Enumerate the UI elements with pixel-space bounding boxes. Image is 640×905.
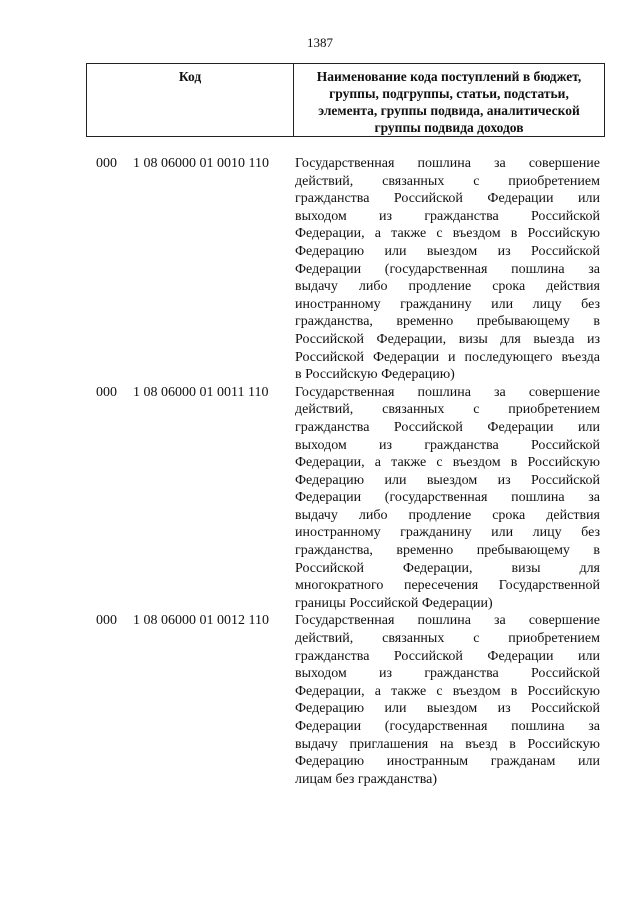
description-line: действий, связанных с приобретением: [295, 631, 600, 647]
description-line: Российской Федерации и последующего въезда: [295, 349, 600, 365]
description-line: Федерации (государственная пошлина за: [295, 261, 600, 277]
revenue-code-row: [0, 384, 640, 613]
budget-classification-code: 1 08 06000 01 0011 110: [133, 384, 269, 400]
revenue-code-description: [295, 612, 600, 788]
description-line: Российской Федерации, визы для: [295, 560, 600, 576]
budget-classification-code: 1 08 06000 01 0012 110: [133, 613, 269, 629]
description-line: Государственная пошлина за совершение: [295, 384, 600, 400]
description-line: гражданства Российской Федерации или: [295, 191, 600, 207]
column-header-name-line: группы подвида доходов: [374, 120, 524, 135]
revenue-code-row: [0, 612, 640, 788]
description-line: выдачу либо продление срока действия: [295, 507, 600, 523]
column-header-name-line: группы, подгруппы, статьи, подстатьи,: [329, 86, 569, 101]
description-line: Федерацию или выездом из Российской: [295, 701, 600, 717]
administrator-code: 000: [96, 384, 117, 400]
description-line: действий, связанных с приобретением: [295, 173, 600, 189]
description-line: Федерации (государственная пошлина за: [295, 490, 600, 506]
description-line: в Российскую Федерацию): [295, 367, 455, 383]
description-line: выдачу либо продление срока действия: [295, 279, 600, 295]
revenue-code-description: [295, 155, 600, 384]
description-line: многократного пересечения Государственной: [295, 578, 600, 594]
column-header-code: Код: [87, 64, 294, 136]
description-line: лицам без гражданства): [295, 771, 437, 787]
description-line: выходом из гражданства Российской: [295, 437, 600, 453]
description-line: гражданства Российской Федерации или: [295, 648, 600, 664]
description-line: Государственная пошлина за совершение: [295, 156, 600, 171]
description-line: гражданства, временно пребывающему в: [295, 543, 600, 559]
revenue-code-row: [0, 155, 640, 384]
revenue-code-description: [295, 384, 600, 613]
description-line: Российской Федерации, визы для выезда из: [295, 331, 600, 347]
description-line: Федерации, а также с въездом в Российскую: [295, 226, 600, 242]
description-line: иностранному гражданину или лицу без: [295, 525, 600, 541]
description-line: Федерации, а также с въездом в Российскую: [295, 455, 600, 471]
description-line: Государственная пошлина за совершение: [295, 613, 600, 629]
description-line: иностранному гражданину или лицу без: [295, 296, 600, 312]
description-line: выдачу приглашения на въезд в Российскую: [295, 736, 600, 752]
description-line: Федерации, а также с въездом в Российскую: [295, 683, 600, 699]
column-header-name: [294, 64, 604, 136]
description-line: Федерацию иностранным гражданам или: [295, 754, 600, 770]
budget-classification-code: 1 08 06000 01 0010 110: [133, 156, 269, 171]
description-line: выходом из гражданства Российской: [295, 208, 600, 224]
description-line: гражданства Российской Федерации или: [295, 419, 600, 435]
column-header-name-line: Наименование кода поступлений в бюджет,: [316, 69, 582, 84]
description-line: гражданства, временно пребывающему в: [295, 314, 600, 330]
table-header: [86, 63, 605, 137]
revenue-code-list: [0, 155, 640, 788]
description-line: Федерацию или выездом из Российской: [295, 243, 600, 259]
description-line: действий, связанных с приобретением: [295, 402, 600, 418]
description-line: границы Российской Федерации): [295, 595, 493, 611]
administrator-code: 000: [96, 613, 117, 629]
description-line: выходом из гражданства Российской: [295, 666, 600, 682]
column-header-name-line: элемента, группы подвида, аналитической: [318, 103, 580, 118]
description-line: Федерации (государственная пошлина за: [295, 719, 600, 734]
description-line: Федерацию или выездом из Российской: [295, 472, 600, 488]
page-number: 1387: [307, 35, 333, 50]
administrator-code: 000: [96, 156, 117, 171]
